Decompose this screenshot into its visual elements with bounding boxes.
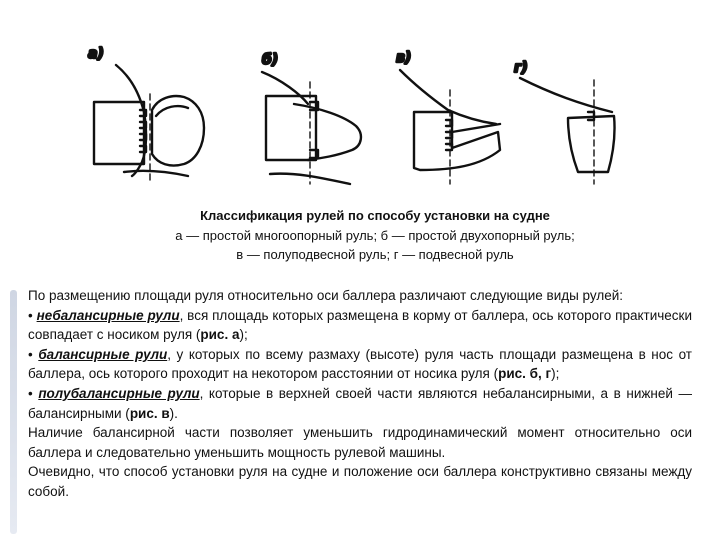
term-balanced: балансирные рули bbox=[38, 346, 168, 362]
slide-accent-bar bbox=[10, 290, 17, 534]
rudder-diagram bbox=[0, 0, 720, 200]
item-text: , вся площадь которых размещена в корму от баллера, ось которого практически совпадает с носиком руля ( bbox=[28, 307, 692, 343]
list-item-balanced bbox=[28, 345, 692, 384]
figure-reference: рис. в bbox=[129, 405, 170, 421]
panel-v-drawing bbox=[400, 70, 500, 184]
term-semi-balanced: полубалансирные рули bbox=[38, 385, 200, 401]
panel-b-drawing bbox=[262, 72, 361, 184]
item-text-end: ). bbox=[169, 405, 178, 421]
body-text bbox=[28, 286, 692, 502]
caption-title: Классификация рулей по способу установки на судне bbox=[200, 208, 550, 223]
term-unbalanced: небалансирные рули bbox=[36, 307, 180, 323]
item-text: , которые в верхней своей части являются небалансирными, а в нижней — балансирными ( bbox=[28, 385, 692, 421]
item-text-end: ); bbox=[239, 327, 248, 343]
conclusion-paragraph-1: Наличие балансирной части позволяет уменьшить гидродинамический момент относительно оси баллера и следовательно уменьшить мощность рулевой машины. bbox=[28, 425, 692, 460]
bullet: • bbox=[28, 385, 33, 401]
item-text-end: ); bbox=[551, 366, 560, 382]
bullet: • bbox=[28, 346, 33, 362]
panel-v-label: в) bbox=[396, 50, 412, 66]
list-item-semi-balanced bbox=[28, 384, 692, 423]
item-text: , у которых по всему размаху (высоте) руля часть площади размещена в нос от баллера, ось которого проходит на некотором расстоянии от носика руля ( bbox=[28, 346, 692, 382]
figure-caption bbox=[110, 206, 640, 265]
panel-a-drawing bbox=[94, 65, 204, 182]
panel-g-label: г) bbox=[514, 60, 528, 76]
caption-line-1: а — простой многоопорный руль; б — простой двухопорный руль; bbox=[175, 227, 575, 243]
conclusion-paragraph-2: Очевидно, что способ установки руля на судне и положение оси баллера конструктивно связаны между собой. bbox=[28, 464, 692, 499]
list-item-unbalanced bbox=[28, 306, 692, 345]
figure-reference: рис. б, г bbox=[498, 366, 552, 382]
figure-reference: рис. а bbox=[200, 327, 240, 343]
panel-b-label: б) bbox=[262, 52, 279, 68]
intro-paragraph: По размещению площади руля относительно оси баллера различают следующие виды рулей: bbox=[28, 288, 624, 303]
panel-g-drawing bbox=[520, 78, 615, 184]
panel-a-label: а) bbox=[88, 46, 104, 62]
rudder-figures bbox=[0, 0, 720, 200]
caption-line-2: в — полуподвесной руль; г — подвесной руль bbox=[236, 247, 514, 262]
bullet: • bbox=[28, 307, 33, 323]
